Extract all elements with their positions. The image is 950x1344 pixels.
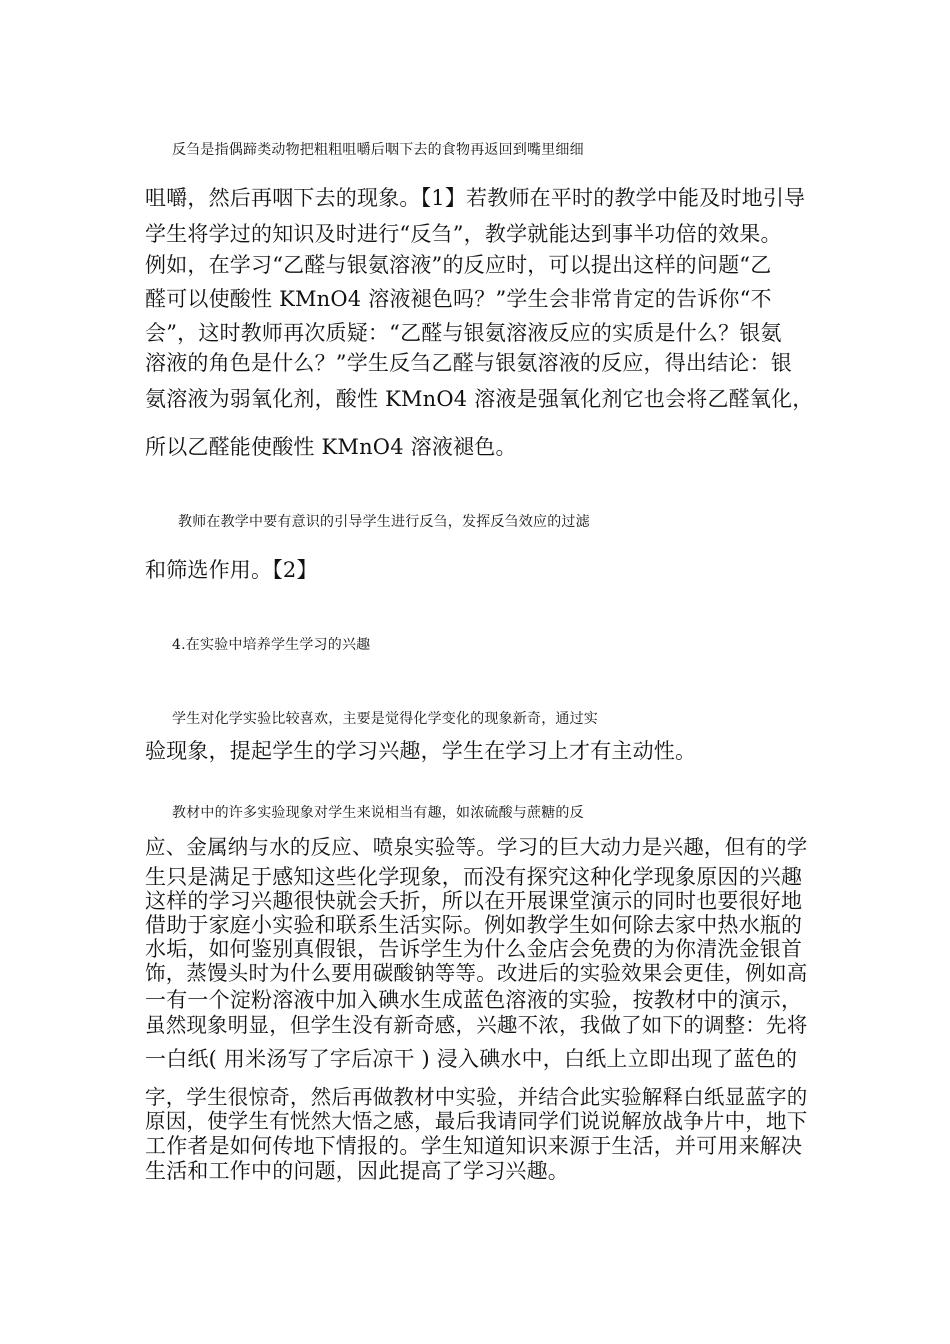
paragraph-1-line-3: 学生将学过的知识及时进行“反刍”，教学就能达到事半功倍的效果。 [145, 222, 782, 246]
section-heading: 4.在实验中培养学生学习的兴趣 [172, 637, 371, 653]
paragraph-4-line-11: 字，学生很惊奇，然后再做教材中实验，并结合此实验解释白纸显蓝字的 [145, 1085, 808, 1109]
paragraph-4-line-1: 教材中的许多实验现象对学生来说相当有趣，如浓硫酸与蔗糖的反 [172, 805, 584, 821]
paragraph-4-line-2: 应、金属纳与水的反应、喷泉实验等。学习的巨大动力是兴趣，但有的学 [145, 835, 808, 859]
paragraph-4-line-4: 这样的学习兴趣很快就会夭折，所以在开展课堂演示的同时也要很好地 [145, 889, 803, 913]
paragraph-4-line-10: 一白纸( 用米汤写了字后凉干 ) 浸入碘水中，白纸上立即出现了蓝色的 [145, 1047, 798, 1071]
paragraph-4-line-9: 虽然现象明显，但学生没有新奇感，兴趣不浓，我做了如下的调整：先将 [145, 1013, 808, 1037]
paragraph-4-line-13: 工作者是如何传地下情报的。学生知道知识来源于生活，并可用来解决 [145, 1134, 803, 1158]
paragraph-4-line-7: 饰，蒸馒头时为什么要用碳酸钠等等。改进后的实验效果会更佳，例如高 [145, 961, 808, 985]
paragraph-1-line-8: 氨溶液为弱氧化剂，酸性 KMnO4 溶液是强氧化剂它也会将乙醛氧化， [145, 387, 814, 411]
paragraph-4-line-12: 原因，使学生有恍然大悟之感，最后我请同学们说说解放战争片中，地下 [145, 1109, 808, 1133]
paragraph-1-line-7: 溶液的角色是什么？”学生反刍乙醛与银氨溶液的反应，得出结论：银 [145, 351, 792, 375]
paragraph-1-line-2: 咀嚼，然后再咽下去的现象。【1】若教师在平时的教学中能及时地引导 [145, 186, 806, 210]
paragraph-3-line-1: 学生对化学实验比较喜欢，主要是觉得化学变化的现象新奇，通过实 [172, 711, 598, 727]
paragraph-4-line-5: 借助于家庭小实验和联系生活实际。例如教学生如何除去家中热水瓶的 [145, 913, 803, 937]
paragraph-1-line-9: 所以乙醛能使酸性 KMnO4 溶液褪色。 [145, 435, 517, 459]
paragraph-1-line-6: 会”，这时教师再次质疑：“乙醛与银氨溶液反应的实质是什么？银氨 [145, 321, 782, 345]
paragraph-3-line-2: 验现象，提起学生的学习兴趣，学生在学习上才有主动性。 [145, 739, 697, 763]
paragraph-4-line-8: 一有一个淀粉溶液中加入碘水生成蓝色溶液的实验，按教材中的演示， [145, 988, 803, 1012]
paragraph-4-line-3: 生只是满足于感知这些化学现象，而没有探究这种化学现象原因的兴趣 [145, 865, 803, 889]
paragraph-2-line-2: 和筛选作用。【2】 [145, 558, 318, 582]
paragraph-4-line-6: 水垢，如何鉴别真假银，告诉学生为什么金店会免费的为你清洗金银首 [145, 937, 803, 961]
paragraph-4-line-14: 生活和工作中的问题，因此提高了学习兴趣。 [145, 1159, 569, 1183]
paragraph-1-line-5: 醛可以使酸性 KMnO4 溶液褪色吗？”学生会非常肯定的告诉你“不 [145, 287, 772, 311]
paragraph-1-line-1: 反刍是指偶蹄类动物把粗粗咀嚼后咽下去的食物再返回到嘴里细细 [172, 142, 584, 158]
paragraph-1-line-4: 例如，在学习“乙醛与银氨溶液”的反应时，可以提出这样的问题“乙 [145, 253, 772, 277]
paragraph-2-line-1: 教师在教学中要有意识的引导学生进行反刍，发挥反刍效应的过滤 [178, 514, 590, 530]
